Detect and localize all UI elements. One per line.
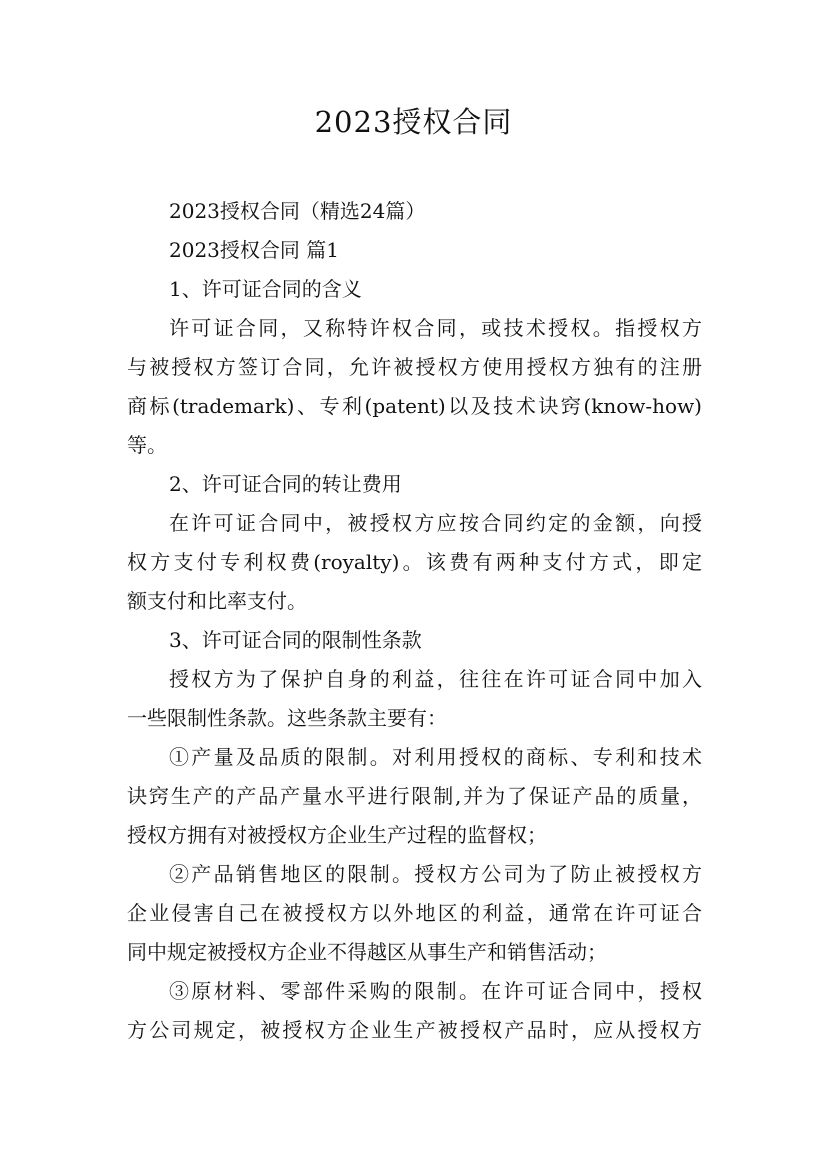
subtitle-line: 2023授权合同（精选24篇）: [169, 199, 426, 223]
document-title: 2023授权合同: [314, 105, 513, 139]
paragraph-line: 等。: [127, 433, 167, 457]
paragraph-line: 企业侵害自己在被授权方以外地区的利益，通常在许可证合: [127, 901, 702, 925]
paragraph-line: 在许可证合同中，被授权方应按合同约定的金额，向授: [169, 511, 702, 535]
paragraph-line: 同中规定被授权方企业不得越区从事生产和销售活动；: [127, 940, 607, 964]
document-body: [127, 192, 702, 1050]
paragraph-line: ②产品销售地区的限制。授权方公司为了防止被授权方: [169, 862, 702, 886]
paragraph-line: 商标(trademark)、专利(patent)以及技术诀窍(know-how): [127, 394, 702, 418]
subsection-heading: 1、许可证合同的含义: [169, 277, 362, 301]
paragraph-line: 额支付和比率支付。: [127, 589, 307, 613]
paragraph-line: 许可证合同，又称特许权合同，或技术授权。指授权方: [169, 316, 702, 340]
subsection-heading: 2、许可证合同的转让费用: [169, 472, 402, 496]
paragraph-line: 权方支付专利权费(royalty)。该费有两种支付方式，即定: [127, 550, 702, 574]
section-heading: 2023授权合同 篇1: [169, 238, 339, 262]
paragraph-line: 与被授权方签订合同，允许被授权方使用授权方独有的注册: [127, 355, 702, 379]
paragraph-line: 诀窍生产的产品产量水平进行限制,并为了保证产品的质量，: [127, 784, 702, 808]
paragraph-line: 授权方拥有对被授权方企业生产过程的监督权；: [127, 823, 547, 847]
paragraph-line: 一些限制性条款。这些条款主要有：: [127, 706, 447, 730]
paragraph-line: 授权方为了保护自身的利益，往往在许可证合同中加入: [169, 667, 702, 691]
subsection-heading: 3、许可证合同的限制性条款: [169, 628, 422, 652]
paragraph-line: ③原材料、零部件采购的限制。在许可证合同中，授权: [169, 979, 702, 1003]
paragraph-line: 方公司规定，被授权方企业生产被授权产品时，应从授权方: [127, 1018, 702, 1042]
paragraph-line: ①产量及品质的限制。对利用授权的商标、专利和技术: [169, 745, 702, 769]
